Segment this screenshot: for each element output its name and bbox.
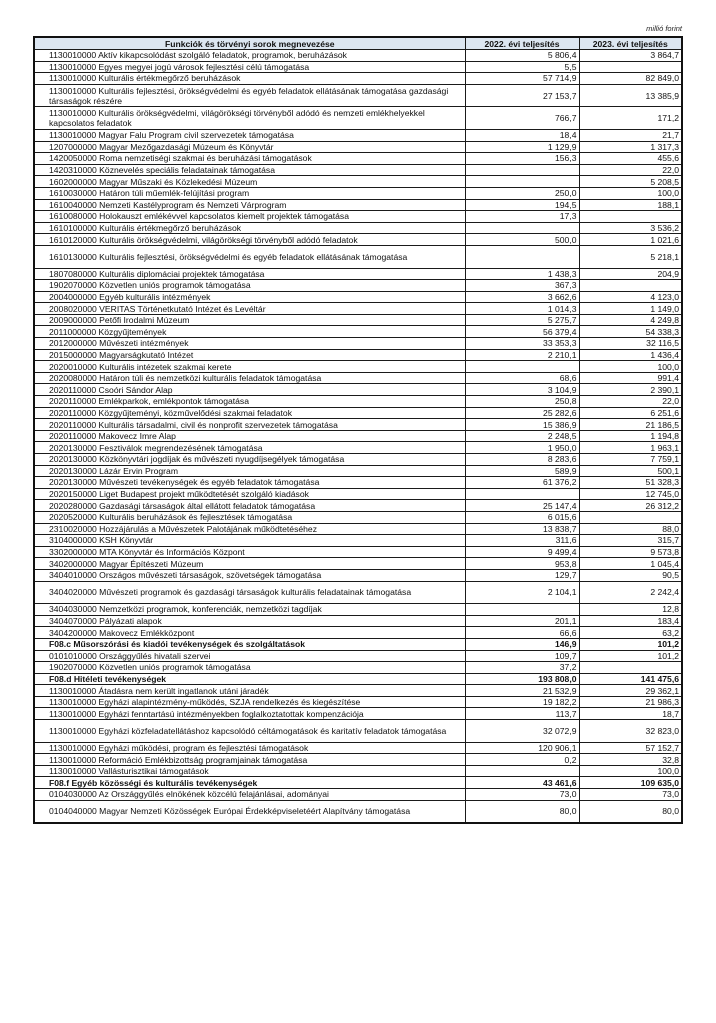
table-row	[34, 465, 682, 477]
row-value-2022-cell: 32 072,9	[465, 720, 579, 743]
table-row	[34, 546, 682, 558]
table-row	[34, 372, 682, 384]
row-value-2022-cell: 57 714,9	[465, 73, 579, 85]
row-name-cell: 1130010000 Kulturális örökségvédelmi, világörökségi törvényből adódó és nemzeti emlékhelyekkel kapcsolatos feladatok	[34, 107, 465, 130]
row-value-2023-cell: 32,8	[579, 754, 682, 766]
row-value-2023-cell	[579, 280, 682, 292]
table-row	[34, 569, 682, 581]
table-row	[34, 338, 682, 350]
row-name-cell: 1610120000 Kulturális örökségvédelmi, világörökségi törvényből adódó feladatok	[34, 234, 465, 246]
row-name-cell: 2004000000 Egyéb kulturális intézmények	[34, 291, 465, 303]
table-row	[34, 187, 682, 199]
row-value-2023-cell: 26 312,2	[579, 500, 682, 512]
row-name-cell: 2020110000 Makovecz Imre Alap	[34, 430, 465, 442]
row-value-2022-cell: 13 838,7	[465, 523, 579, 535]
row-name-cell: 1902070000 Közvetlen uniós programok támogatása	[34, 280, 465, 292]
row-value-2023-cell: 101,2	[579, 650, 682, 662]
row-value-2022-cell: 156,3	[465, 153, 579, 165]
table-row	[34, 326, 682, 338]
row-name-cell: 3404200000 Makovecz Emlékközpont	[34, 627, 465, 639]
row-value-2023-cell: 1 317,3	[579, 141, 682, 153]
table-row	[34, 314, 682, 326]
row-name-cell: 2020130000 Fesztiválok megrendezésének támogatása	[34, 442, 465, 454]
table-row	[34, 627, 682, 639]
row-value-2022-cell: 250,0	[465, 187, 579, 199]
row-value-2023-cell: 204,9	[579, 268, 682, 280]
row-value-2023-cell: 100,0	[579, 187, 682, 199]
row-value-2023-cell: 21 986,3	[579, 696, 682, 708]
table-row	[34, 303, 682, 315]
table-row	[34, 523, 682, 535]
row-name-cell: 2020110000 Közgyűjteményi, közművelődési szakmai feladatok	[34, 407, 465, 419]
row-name-cell: F08.f Egyéb közösségi és kulturális tevékenységek	[34, 777, 465, 789]
row-value-2022-cell: 194,5	[465, 199, 579, 211]
table-row	[34, 419, 682, 431]
row-name-cell: 1130010000 Vallásturisztikai támogatások	[34, 765, 465, 777]
row-value-2022-cell: 80,0	[465, 800, 579, 823]
row-value-2023-cell: 57 152,7	[579, 742, 682, 754]
row-value-2022-cell: 109,7	[465, 650, 579, 662]
budget-table	[33, 36, 683, 824]
row-value-2022-cell: 37,2	[465, 662, 579, 674]
row-value-2022-cell	[465, 604, 579, 616]
row-value-2023-cell: 991,4	[579, 372, 682, 384]
row-name-cell: 2015000000 Magyarságkutató Intézet	[34, 349, 465, 361]
table-row	[34, 107, 682, 130]
table-subtotal-row	[34, 777, 682, 789]
table-row	[34, 581, 682, 604]
table-subtotal-row	[34, 638, 682, 650]
row-value-2023-cell: 2 390,1	[579, 384, 682, 396]
row-value-2022-cell: 146,9	[465, 638, 579, 650]
row-value-2023-cell: 7 759,1	[579, 454, 682, 466]
row-value-2023-cell: 100,0	[579, 765, 682, 777]
row-value-2022-cell: 66,6	[465, 627, 579, 639]
row-value-2022-cell: 113,7	[465, 708, 579, 720]
table-row	[34, 765, 682, 777]
row-name-cell: 2020130000 Lázár Ervin Program	[34, 465, 465, 477]
row-value-2022-cell: 2 104,1	[465, 581, 579, 604]
row-value-2023-cell: 22,0	[579, 164, 682, 176]
table-row	[34, 662, 682, 674]
table-row	[34, 153, 682, 165]
table-row	[34, 176, 682, 188]
row-name-cell: 1902070000 Közvetlen uniós programok támogatása	[34, 662, 465, 674]
row-value-2022-cell: 73,0	[465, 789, 579, 801]
row-value-2022-cell: 953,8	[465, 558, 579, 570]
row-value-2023-cell: 101,2	[579, 638, 682, 650]
row-value-2022-cell: 19 182,2	[465, 696, 579, 708]
table-row	[34, 442, 682, 454]
row-name-cell: 2011000000 Közgyűjtemények	[34, 326, 465, 338]
column-header-2022: 2022. évi teljesítés	[465, 37, 579, 50]
row-value-2023-cell: 73,0	[579, 789, 682, 801]
row-value-2023-cell: 3 864,7	[579, 50, 682, 62]
row-value-2023-cell: 188,1	[579, 199, 682, 211]
table-row	[34, 199, 682, 211]
row-name-cell: 2020110000 Kulturális társadalmi, civil és nonprofit szervezetek támogatása	[34, 419, 465, 431]
table-row	[34, 789, 682, 801]
row-value-2023-cell: 1 436,4	[579, 349, 682, 361]
row-name-cell: 2020280000 Gazdasági társaságok által ellátott feladatok támogatása	[34, 500, 465, 512]
row-value-2022-cell: 2 210,1	[465, 349, 579, 361]
table-row	[34, 407, 682, 419]
row-name-cell: 2020080000 Határon túli és nemzetközi kulturális feladatok támogatása	[34, 372, 465, 384]
table-row	[34, 488, 682, 500]
table-row	[34, 696, 682, 708]
table-row	[34, 511, 682, 523]
row-value-2022-cell: 2 248,5	[465, 430, 579, 442]
row-name-cell: 2012000000 Művészeti intézmények	[34, 338, 465, 350]
row-name-cell: 1130010000 Magyar Falu Program civil szervezetek támogatása	[34, 129, 465, 141]
table-row	[34, 454, 682, 466]
row-value-2022-cell	[465, 488, 579, 500]
row-value-2023-cell: 171,2	[579, 107, 682, 130]
row-name-cell: 1130010000 Egyházi működési, program és fejlesztési támogatások	[34, 742, 465, 754]
row-value-2022-cell: 25 147,4	[465, 500, 579, 512]
row-name-cell: 2008020000 VERITAS Történetkutató Intézet és Levéltár	[34, 303, 465, 315]
row-value-2022-cell: 1 438,3	[465, 268, 579, 280]
row-value-2022-cell: 1 129,9	[465, 141, 579, 153]
row-value-2022-cell: 8 283,6	[465, 454, 579, 466]
row-name-cell: 1602000000 Magyar Műszaki és Közlekedési Múzeum	[34, 176, 465, 188]
row-value-2022-cell: 1 014,3	[465, 303, 579, 315]
row-name-cell: 3404030000 Nemzetközi programok, konferenciák, nemzetközi tagdíjak	[34, 604, 465, 616]
row-value-2023-cell: 1 021,6	[579, 234, 682, 246]
row-name-cell: 3302000000 MTA Könyvtár és Információs Központ	[34, 546, 465, 558]
row-value-2022-cell: 5,5	[465, 61, 579, 73]
row-name-cell: F08.c Műsorszórási és kiadói tevékenységek és szolgáltatások	[34, 638, 465, 650]
row-value-2023-cell: 80,0	[579, 800, 682, 823]
table-subtotal-row	[34, 673, 682, 685]
row-value-2023-cell: 82 849,0	[579, 73, 682, 85]
row-value-2023-cell: 88,0	[579, 523, 682, 535]
table-row	[34, 61, 682, 73]
row-value-2022-cell: 311,6	[465, 535, 579, 547]
row-value-2022-cell: 3 104,9	[465, 384, 579, 396]
row-name-cell: 1610130000 Kulturális fejlesztési, örökségvédelmi és egyéb feladatok ellátásának támogatása	[34, 245, 465, 268]
table-row	[34, 720, 682, 743]
row-name-cell: 1130010000 Aktív kikapcsolódást szolgáló feladatok, programok, beruházások	[34, 50, 465, 62]
row-value-2022-cell: 1 950,0	[465, 442, 579, 454]
row-value-2023-cell: 4 249,8	[579, 314, 682, 326]
row-name-cell: 3404010000 Országos művészeti társaságok, szövetségek támogatása	[34, 569, 465, 581]
row-value-2023-cell: 22,0	[579, 396, 682, 408]
row-value-2022-cell: 25 282,6	[465, 407, 579, 419]
row-name-cell: 1130010000 Egyházi fenntartású intézményekben foglalkoztatottak kompenzációja	[34, 708, 465, 720]
row-name-cell: 2020110000 Emlékparkok, emlékpontok támogatása	[34, 396, 465, 408]
row-name-cell: 2310020000 Hozzájárulás a Művészetek Palotájának működtetéséhez	[34, 523, 465, 535]
row-value-2022-cell: 5 806,4	[465, 50, 579, 62]
table-row	[34, 268, 682, 280]
table-row	[34, 477, 682, 489]
row-value-2023-cell	[579, 511, 682, 523]
row-name-cell: 2009000000 Petőfi Irodalmi Múzeum	[34, 314, 465, 326]
table-row	[34, 685, 682, 697]
table-row	[34, 349, 682, 361]
row-value-2022-cell	[465, 176, 579, 188]
row-value-2022-cell: 56 379,4	[465, 326, 579, 338]
row-name-cell: 2020150000 Liget Budapest projekt működtetését szolgáló kiadások	[34, 488, 465, 500]
table-row	[34, 615, 682, 627]
table-row	[34, 558, 682, 570]
row-value-2023-cell: 6 251,6	[579, 407, 682, 419]
row-value-2022-cell	[465, 765, 579, 777]
row-value-2022-cell: 68,6	[465, 372, 579, 384]
row-value-2023-cell: 1 149,0	[579, 303, 682, 315]
row-value-2023-cell: 100,0	[579, 361, 682, 373]
table-row	[34, 396, 682, 408]
table-row	[34, 73, 682, 85]
table-row	[34, 211, 682, 223]
row-value-2023-cell: 141 475,6	[579, 673, 682, 685]
table-row	[34, 754, 682, 766]
table-row	[34, 650, 682, 662]
table-row	[34, 164, 682, 176]
row-name-cell: 1610030000 Határon túli műemlék-felújítási program	[34, 187, 465, 199]
row-value-2022-cell: 193 808,0	[465, 673, 579, 685]
row-value-2023-cell	[579, 61, 682, 73]
table-row	[34, 535, 682, 547]
row-name-cell: 2020110000 Csoóri Sándor Alap	[34, 384, 465, 396]
row-name-cell: 3104000000 KSH Könyvtár	[34, 535, 465, 547]
row-value-2022-cell: 589,9	[465, 465, 579, 477]
column-header-name: Funkciók és törvényi sorok megnevezése	[34, 37, 465, 50]
table-row	[34, 430, 682, 442]
table-row	[34, 800, 682, 823]
row-value-2022-cell: 15 386,9	[465, 419, 579, 431]
row-name-cell: 2020520000 Kulturális beruházások és fejlesztések támogatása	[34, 511, 465, 523]
row-name-cell: 2020130000 Közkönyvtári jogdíjak és művészeti nyugdíjsegélyek támogatása	[34, 454, 465, 466]
table-header-row	[34, 37, 682, 50]
row-name-cell: 2020130000 Művészeti tevékenységek és egyéb feladatok támogatása	[34, 477, 465, 489]
table-row	[34, 245, 682, 268]
row-value-2023-cell: 455,6	[579, 153, 682, 165]
row-value-2022-cell: 250,8	[465, 396, 579, 408]
row-value-2023-cell: 54 338,3	[579, 326, 682, 338]
row-name-cell: 3402000000 Magyar Építészeti Múzeum	[34, 558, 465, 570]
table-row	[34, 291, 682, 303]
row-value-2022-cell: 0,2	[465, 754, 579, 766]
row-value-2023-cell: 4 123,0	[579, 291, 682, 303]
row-name-cell: 1130010000 Egyházi alapintézmény-működés, SZJA rendelkezés és kiegészítése	[34, 696, 465, 708]
row-value-2022-cell: 367,3	[465, 280, 579, 292]
row-value-2022-cell: 18,4	[465, 129, 579, 141]
row-value-2022-cell: 33 353,3	[465, 338, 579, 350]
row-name-cell: 1130010000 Kulturális fejlesztési, örökségvédelmi és egyéb feladatok ellátásának támogatása gazdasági társaságok részére	[34, 84, 465, 107]
row-value-2023-cell: 21 186,5	[579, 419, 682, 431]
row-name-cell: 1420310000 Köznevelés speciális feladatainak támogatása	[34, 164, 465, 176]
row-value-2023-cell: 12,8	[579, 604, 682, 616]
row-name-cell: 1610040000 Nemzeti Kastélyprogram és Nemzeti Várprogram	[34, 199, 465, 211]
row-value-2023-cell: 32 823,0	[579, 720, 682, 743]
row-name-cell: 0104040000 Magyar Nemzeti Közösségek Európai Érdekképviseletéért Alapítvány támogatása	[34, 800, 465, 823]
row-name-cell: 1420050000 Roma nemzetiségi szakmai és beruházási támogatások	[34, 153, 465, 165]
table-row	[34, 84, 682, 107]
row-value-2023-cell: 3 536,2	[579, 222, 682, 234]
row-name-cell: 1610080000 Holokauszt emlékévvel kapcsolatos kiemelt projektek támogatása	[34, 211, 465, 223]
table-row	[34, 234, 682, 246]
row-name-cell: 1130010000 Reformáció Emlékbizottság programjainak támogatása	[34, 754, 465, 766]
row-value-2022-cell: 129,7	[465, 569, 579, 581]
row-value-2023-cell: 109 635,0	[579, 777, 682, 789]
row-value-2023-cell: 183,4	[579, 615, 682, 627]
row-value-2022-cell	[465, 361, 579, 373]
row-value-2023-cell: 13 385,9	[579, 84, 682, 107]
row-value-2023-cell: 32 116,5	[579, 338, 682, 350]
row-value-2023-cell: 315,7	[579, 535, 682, 547]
table-row	[34, 129, 682, 141]
row-name-cell: 1207000000 Magyar Mezőgazdasági Múzeum és Könyvtár	[34, 141, 465, 153]
unit-label: millió forint	[646, 24, 682, 33]
table-row	[34, 280, 682, 292]
row-name-cell: 3404070000 Pályázati alapok	[34, 615, 465, 627]
row-value-2023-cell: 1 045,4	[579, 558, 682, 570]
table-row	[34, 384, 682, 396]
row-value-2022-cell	[465, 245, 579, 268]
row-value-2023-cell: 12 745,0	[579, 488, 682, 500]
row-value-2023-cell	[579, 662, 682, 674]
row-value-2023-cell: 2 242,4	[579, 581, 682, 604]
row-value-2022-cell: 201,1	[465, 615, 579, 627]
table-row	[34, 141, 682, 153]
row-name-cell: 0104030000 Az Országgyűlés elnökének közcélú felajánlásai, adományai	[34, 789, 465, 801]
row-value-2022-cell	[465, 222, 579, 234]
row-value-2023-cell: 18,7	[579, 708, 682, 720]
table-body	[34, 50, 682, 824]
row-name-cell: 1130010000 Kulturális értékmegőrző beruházások	[34, 73, 465, 85]
row-value-2022-cell: 766,7	[465, 107, 579, 130]
row-value-2022-cell: 61 376,2	[465, 477, 579, 489]
row-name-cell: 1130010000 Egyházi közfeladatellátáshoz kapcsolódó céltámogatások és karitatív feladatok támogatása	[34, 720, 465, 743]
row-value-2023-cell: 9 573,8	[579, 546, 682, 558]
table-row	[34, 50, 682, 62]
column-header-2023: 2023. évi teljesítés	[579, 37, 682, 50]
row-name-cell: 3404020000 Művészeti programok és gazdasági társaságok kulturális feladatainak támogatása	[34, 581, 465, 604]
table-row	[34, 708, 682, 720]
row-value-2023-cell: 21,7	[579, 129, 682, 141]
row-value-2022-cell: 9 499,4	[465, 546, 579, 558]
row-value-2022-cell: 3 662,6	[465, 291, 579, 303]
row-value-2022-cell: 120 906,1	[465, 742, 579, 754]
row-value-2022-cell: 17,3	[465, 211, 579, 223]
table-row	[34, 604, 682, 616]
table-row	[34, 500, 682, 512]
row-value-2023-cell: 5 208,5	[579, 176, 682, 188]
row-value-2022-cell: 27 153,7	[465, 84, 579, 107]
row-value-2022-cell	[465, 164, 579, 176]
row-value-2023-cell: 1 963,1	[579, 442, 682, 454]
row-value-2023-cell: 500,1	[579, 465, 682, 477]
row-name-cell: 2020010000 Kulturális intézetek szakmai kerete	[34, 361, 465, 373]
row-value-2023-cell: 51 328,3	[579, 477, 682, 489]
row-value-2023-cell	[579, 211, 682, 223]
table-row	[34, 361, 682, 373]
row-value-2023-cell: 1 194,8	[579, 430, 682, 442]
row-value-2022-cell: 5 275,7	[465, 314, 579, 326]
row-name-cell: 0101010000 Országgyűlés hivatali szervei	[34, 650, 465, 662]
row-name-cell: 1610100000 Kulturális értékmegőrző beruházások	[34, 222, 465, 234]
row-name-cell: 1807080000 Kulturális diplomáciai projektek támogatása	[34, 268, 465, 280]
row-name-cell: 1130010000 Egyes megyei jogú városok fejlesztési célú támogatása	[34, 61, 465, 73]
row-value-2022-cell: 6 015,6	[465, 511, 579, 523]
row-value-2022-cell: 43 461,6	[465, 777, 579, 789]
table-row	[34, 742, 682, 754]
row-value-2022-cell: 500,0	[465, 234, 579, 246]
row-value-2023-cell: 5 218,1	[579, 245, 682, 268]
row-name-cell: 1130010000 Átadásra nem került ingatlanok utáni járadék	[34, 685, 465, 697]
row-name-cell: F08.d Hitéleti tevékenységek	[34, 673, 465, 685]
row-value-2023-cell: 29 362,1	[579, 685, 682, 697]
row-value-2023-cell: 90,5	[579, 569, 682, 581]
row-value-2023-cell: 63,2	[579, 627, 682, 639]
table-row	[34, 222, 682, 234]
row-value-2022-cell: 21 532,9	[465, 685, 579, 697]
